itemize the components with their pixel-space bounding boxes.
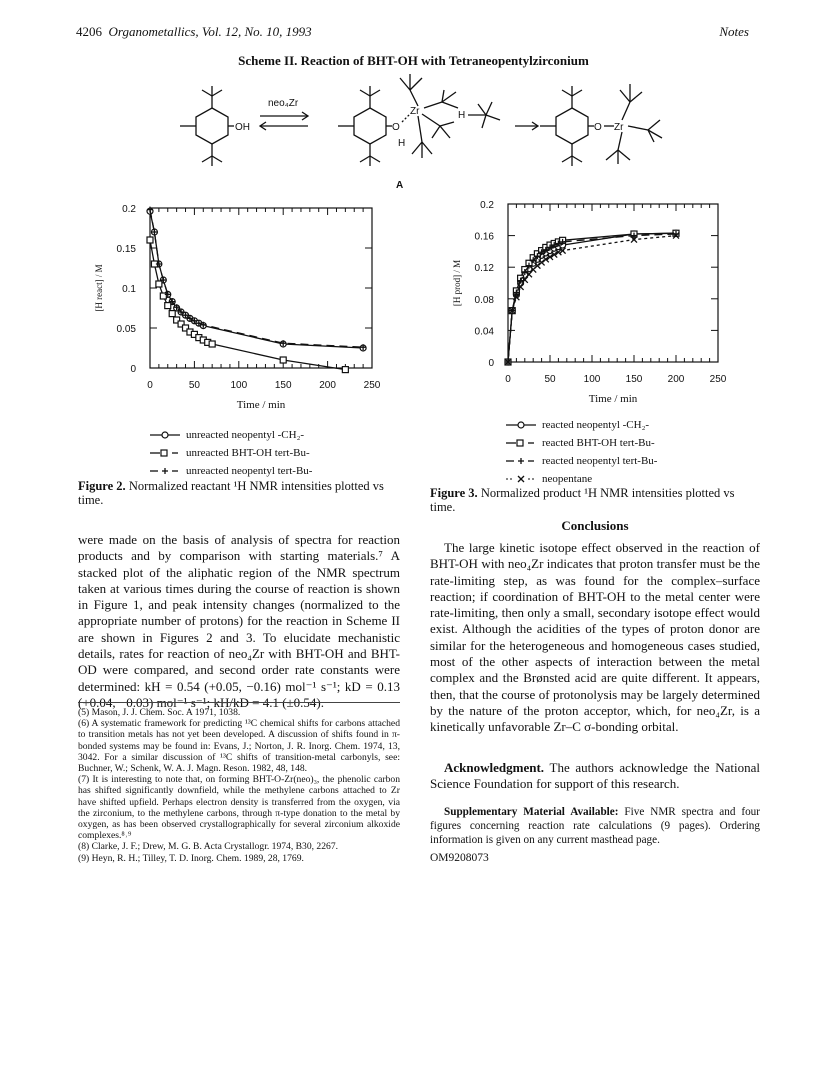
figure-3-label: Figure 3. (430, 486, 478, 500)
legend-item (504, 416, 657, 434)
scheme-title: Scheme II. Reaction of BHT-OH with Tetraneopentylzirconium (238, 53, 589, 68)
series-line (508, 233, 676, 362)
data-point (165, 303, 171, 309)
legend-label: unreacted neopentyl tert-Bu- (186, 465, 313, 477)
footnote-9: (9) Heyn, R. H.; Tilley, T. D. Inorg. Chem. 1989, 28, 1769. (78, 852, 304, 864)
x-tick-label: 250 (709, 374, 727, 385)
footnote-5: (5) Mason, J. J. Chem. Soc. A 1971, 1038. (78, 707, 241, 718)
figure-2-legend (148, 426, 312, 480)
journal-citation: Organometallics, Vol. 12, No. 10, 1993 (108, 24, 312, 39)
figure-2-caption-text: Normalized reactant ¹H NMR intensities plotted vs time. (78, 479, 384, 507)
product-structure (540, 84, 662, 166)
x-axis-label: Time / min (588, 393, 638, 405)
y-axis-label: [H prod] / M (452, 259, 462, 307)
x-tick-label: 50 (544, 374, 556, 385)
footnote-8: (8) Clarke, J. F.; Drew, M. G. B. Acta Crystallogr. 1974, B30, 2267. (78, 841, 339, 853)
footnotes (78, 707, 400, 864)
figure-3-caption (430, 486, 760, 514)
plot-frame (150, 208, 372, 368)
data-point (169, 311, 175, 317)
y-tick-label: 0.12 (474, 263, 494, 275)
legend-label: reacted BHT-OH tert-Bu- (542, 437, 655, 449)
y-tick-label: 0.16 (474, 231, 494, 243)
supplementary-label: Supplementary Material Available: (444, 806, 619, 818)
acknowledgment-text: The authors acknowledge the National Science Foundation for support of this research. (430, 760, 760, 792)
supplementary-material (430, 805, 760, 847)
footnote-6: (6) A systematic framework for predicting ¹³C chemical shifts for carbons attached to transition metals has not yet been developed. A discussion of shifts found in π-bonded systems may be found in: Evans, J.; Norton, J. R. Inorg. Chem. 1974, 13, 3042. For a similar discussion of ¹³C shifts of transition-metal carbonyls, see: Buchner, W.; Schenk, W. A. J. Magn. Reson. 1982, 48, 148. (78, 718, 400, 775)
figure-3-chart (440, 192, 740, 412)
x-tick-label: 0 (505, 374, 511, 385)
series-line (508, 233, 676, 362)
conclusions-heading: Conclusions (561, 518, 629, 533)
y-tick-label: 0 (488, 358, 494, 369)
x-tick-label: 0 (147, 380, 153, 391)
legend-item (504, 434, 657, 452)
y-tick-label: 0.08 (474, 294, 494, 306)
legend-label: reacted neopentyl tert-Bu- (542, 455, 658, 467)
intermediate-a-structure (338, 74, 458, 191)
legend-label: reacted neopentyl -CH₂- (542, 419, 650, 431)
data-point (539, 259, 545, 265)
equilibrium-arrows (260, 98, 308, 130)
conclusions-body (430, 540, 760, 736)
data-point (342, 367, 348, 373)
y-tick-label: 0.1 (122, 284, 136, 295)
footnote-rule (78, 702, 400, 703)
x-axis-label: Time / min (236, 399, 286, 411)
y-tick-label: 0.15 (116, 244, 136, 255)
x-tick-label: 200 (667, 374, 685, 385)
acknowledgment (430, 760, 760, 793)
data-point (156, 281, 162, 287)
legend-label: neopentane (542, 473, 593, 485)
x-tick-label: 100 (230, 380, 248, 391)
y-tick-label: 0.2 (480, 200, 494, 211)
page-number: 4206 (76, 24, 102, 39)
zr-label: Zr (410, 106, 420, 117)
x-tick-label: 100 (583, 374, 601, 385)
x-tick-label: 250 (363, 380, 381, 391)
hydrogen-label: H (398, 138, 406, 149)
legend-item (504, 452, 657, 470)
x-tick-label: 150 (625, 374, 643, 385)
figure-3-caption-text: Normalized product ¹H NMR intensities plotted vs time. (430, 486, 735, 514)
figure-2-chart (88, 192, 388, 424)
data-point (280, 357, 286, 363)
manuscript-code: OM9208073 (430, 852, 489, 864)
legend-label: unreacted neopentyl -CH₂- (186, 429, 305, 441)
x-tick-label: 50 (188, 380, 200, 391)
y-axis-label: [H react] / M (94, 264, 104, 312)
conclusions-paragraph: The large kinetic isotope effect observed in the reaction of BHT-OH with neo₄Zr indicates that proton transfer must be the rate-limiting step, as was found for the complex–surface reaction; if coordination of BHT-OH to the metal center were rate-limiting, then only a small, secondary isotope effect would exist. Although the acidities of the types of proton donor are similar for the heterogeneous and homogeneous cases studied, most of the other aspects of interaction between the metal complex and the Brønsted acid are quite different. It appears, then, that the course of protonolysis may be largely determined by the nature of the proton acceptor, which, for neo₄Zr, is a kinetically unfavorable Zr–C σ-bonding orbital. (430, 540, 760, 735)
body-paragraph: were made on the basis of analysis of spectra for reaction products and by comparison with starting materials.⁷ A stacked plot of the aliphatic region of the NMR spectrum taken at various times during the course of reaction is shown in Figure 1, and peak intensity changes (normalized to the appropriate number of protons) for the reaction in Scheme II are shown in Figures 2 and 3. To elucidate mechanistic details, rates for reaction of neo₄Zr with BHT-OH and BHT-OD were compared, and second order rate constants were determined: kH = 0.54 (+0.05, −0.16) mol⁻¹ s⁻¹; kD = 0.13 (+0.04, −0.03) mol⁻¹ s⁻¹; kH/kD = 4.1 (±0.54). (78, 532, 400, 710)
y-tick-label: 0.05 (116, 324, 136, 335)
figure-2-label: Figure 2. (78, 479, 126, 493)
y-tick-label: 0.04 (474, 326, 494, 338)
data-point (147, 237, 153, 243)
legend-item (148, 444, 312, 462)
legend-item (148, 426, 312, 444)
footnote-7: (7) It is interesting to note that, on forming BHT-O-Zr(neo)₃, the phenolic carbon has shifted significantly downfield, while the methylene carbons attached to Zr have shifted upfield. Perhaps electron density is transferred from the oxygen, via the zirconium, to the methylene carbons, through π-type donation to the metal by oxygen, as has been observed crystallographically for several zirconium alkoxide complexes.⁸˒⁹ (78, 774, 400, 842)
section-label: Notes (719, 24, 749, 39)
plot-frame (508, 204, 718, 362)
x-tick-label: 150 (274, 380, 292, 391)
legend-label: unreacted BHT-OH tert-Bu- (186, 447, 310, 459)
y-tick-label: 0.2 (122, 204, 136, 215)
reagent-label: neo₄Zr (268, 98, 299, 109)
legend-item (148, 462, 312, 480)
x-tick-label: 200 (319, 380, 336, 391)
figure-3-legend (504, 416, 657, 488)
series-line (150, 240, 345, 370)
figure-2-caption (78, 479, 398, 507)
y-tick-label: 0 (130, 364, 136, 375)
supplementary-text: Five NMR spectra and four figures concerning reaction rate calculations (9 pages). Ordering information is given on any current masthead page. (430, 806, 760, 846)
running-header-left (76, 24, 312, 40)
reaction-scheme (160, 70, 680, 195)
product-zr-label: Zr (614, 122, 624, 133)
bht-oh-structure (180, 86, 250, 166)
oxygen-label: O (392, 122, 400, 133)
left-column-body (78, 532, 400, 711)
series-line (508, 234, 676, 362)
neopentane-structure (458, 102, 538, 130)
acknowledgment-label: Acknowledgment. (444, 760, 545, 775)
oh-label: OH (235, 122, 250, 133)
product-oxygen-label: O (594, 122, 602, 133)
intermediate-label: A (396, 180, 404, 191)
data-point (209, 341, 215, 347)
neopentane-h-label: H (458, 110, 466, 121)
